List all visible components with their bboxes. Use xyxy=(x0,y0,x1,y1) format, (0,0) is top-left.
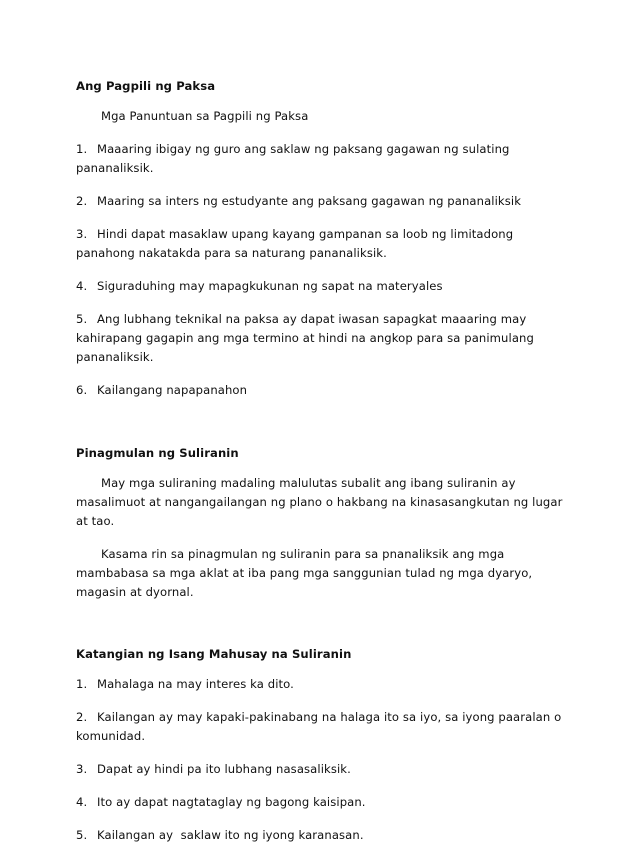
list-item xyxy=(76,826,566,845)
list-text: Ito ay dapat nagtataglay ng bagong kaisipan. xyxy=(97,795,366,809)
list-item xyxy=(76,793,566,812)
list-number: 1. xyxy=(76,142,88,156)
list-text: Hindi dapat masaklaw upang kayang gampanan sa loob ng limitadong panahong nakatakda para sa naturang pananaliksik. xyxy=(76,227,514,260)
list-item xyxy=(76,675,566,694)
list-item xyxy=(76,140,566,178)
list-text: Dapat ay hindi pa ito lubhang nasasaliksik. xyxy=(97,762,351,776)
list-text: Ang lubhang teknikal na paksa ay dapat iwasan sapagkat maaaring may kahirapang gagapin ang mga termino at hindi na angkop para sa panimulang pananaliksik. xyxy=(76,312,534,364)
list-number: 2. xyxy=(76,710,88,724)
section-title-pinagmulan: Pinagmulan ng Suliranin xyxy=(76,446,239,460)
list-item xyxy=(76,760,566,779)
list-text: Kailangan ay may kapaki-pakinabang na halaga ito sa iyo, sa iyong paaralan o komunidad. xyxy=(76,710,562,743)
section-subtitle-panuntunan: Mga Panuntuan sa Pagpili ng Paksa xyxy=(101,109,309,123)
document-page xyxy=(76,78,566,845)
list-number: 3. xyxy=(76,227,88,241)
list-text: Siguraduhing may mapagkukunan ng sapat na materyales xyxy=(97,279,443,293)
list-item xyxy=(76,277,566,296)
list-text: Mahalaga na may interes ka dito. xyxy=(97,677,294,691)
list-number: 4. xyxy=(76,795,88,809)
list-number: 2. xyxy=(76,194,88,208)
list-text: Kailangan ay saklaw ito ng iyong karanasan. xyxy=(97,828,364,842)
list-item xyxy=(76,708,566,746)
list-item xyxy=(76,381,566,400)
list-text: Kailangang napapanahon xyxy=(97,383,248,397)
paragraph: May mga suliraning madaling malulutas subalit ang ibang suliranin ay masalimuot at nangangailangan ng plano o hakbang na kinasasangkutan ng lugar at tao. xyxy=(76,476,563,528)
list-text: Maaaring ibigay ng guro ang saklaw ng paksang gagawan ng sulating pananaliksik. xyxy=(76,142,510,175)
list-number: 3. xyxy=(76,762,88,776)
section-title-katangian: Katangian ng Isang Mahusay na Suliranin xyxy=(76,647,352,661)
list-number: 5. xyxy=(76,312,88,326)
list-item xyxy=(76,192,566,211)
list-number: 5. xyxy=(76,828,88,842)
paragraph: Kasama rin sa pinagmulan ng suliranin para sa pnanaliksik ang mga mambabasa sa mga aklat at iba pang mga sanggunian tulad ng mga dyaryo, magasin at dyornal. xyxy=(76,547,533,599)
list-number: 6. xyxy=(76,383,88,397)
list-item xyxy=(76,310,566,367)
list-text: Maaring sa inters ng estudyante ang paksang gagawan ng pananaliksik xyxy=(97,194,522,208)
list-number: 1. xyxy=(76,677,88,691)
list-item xyxy=(76,225,566,263)
list-number: 4. xyxy=(76,279,88,293)
section-title-pagpili: Ang Pagpili ng Paksa xyxy=(76,79,216,93)
